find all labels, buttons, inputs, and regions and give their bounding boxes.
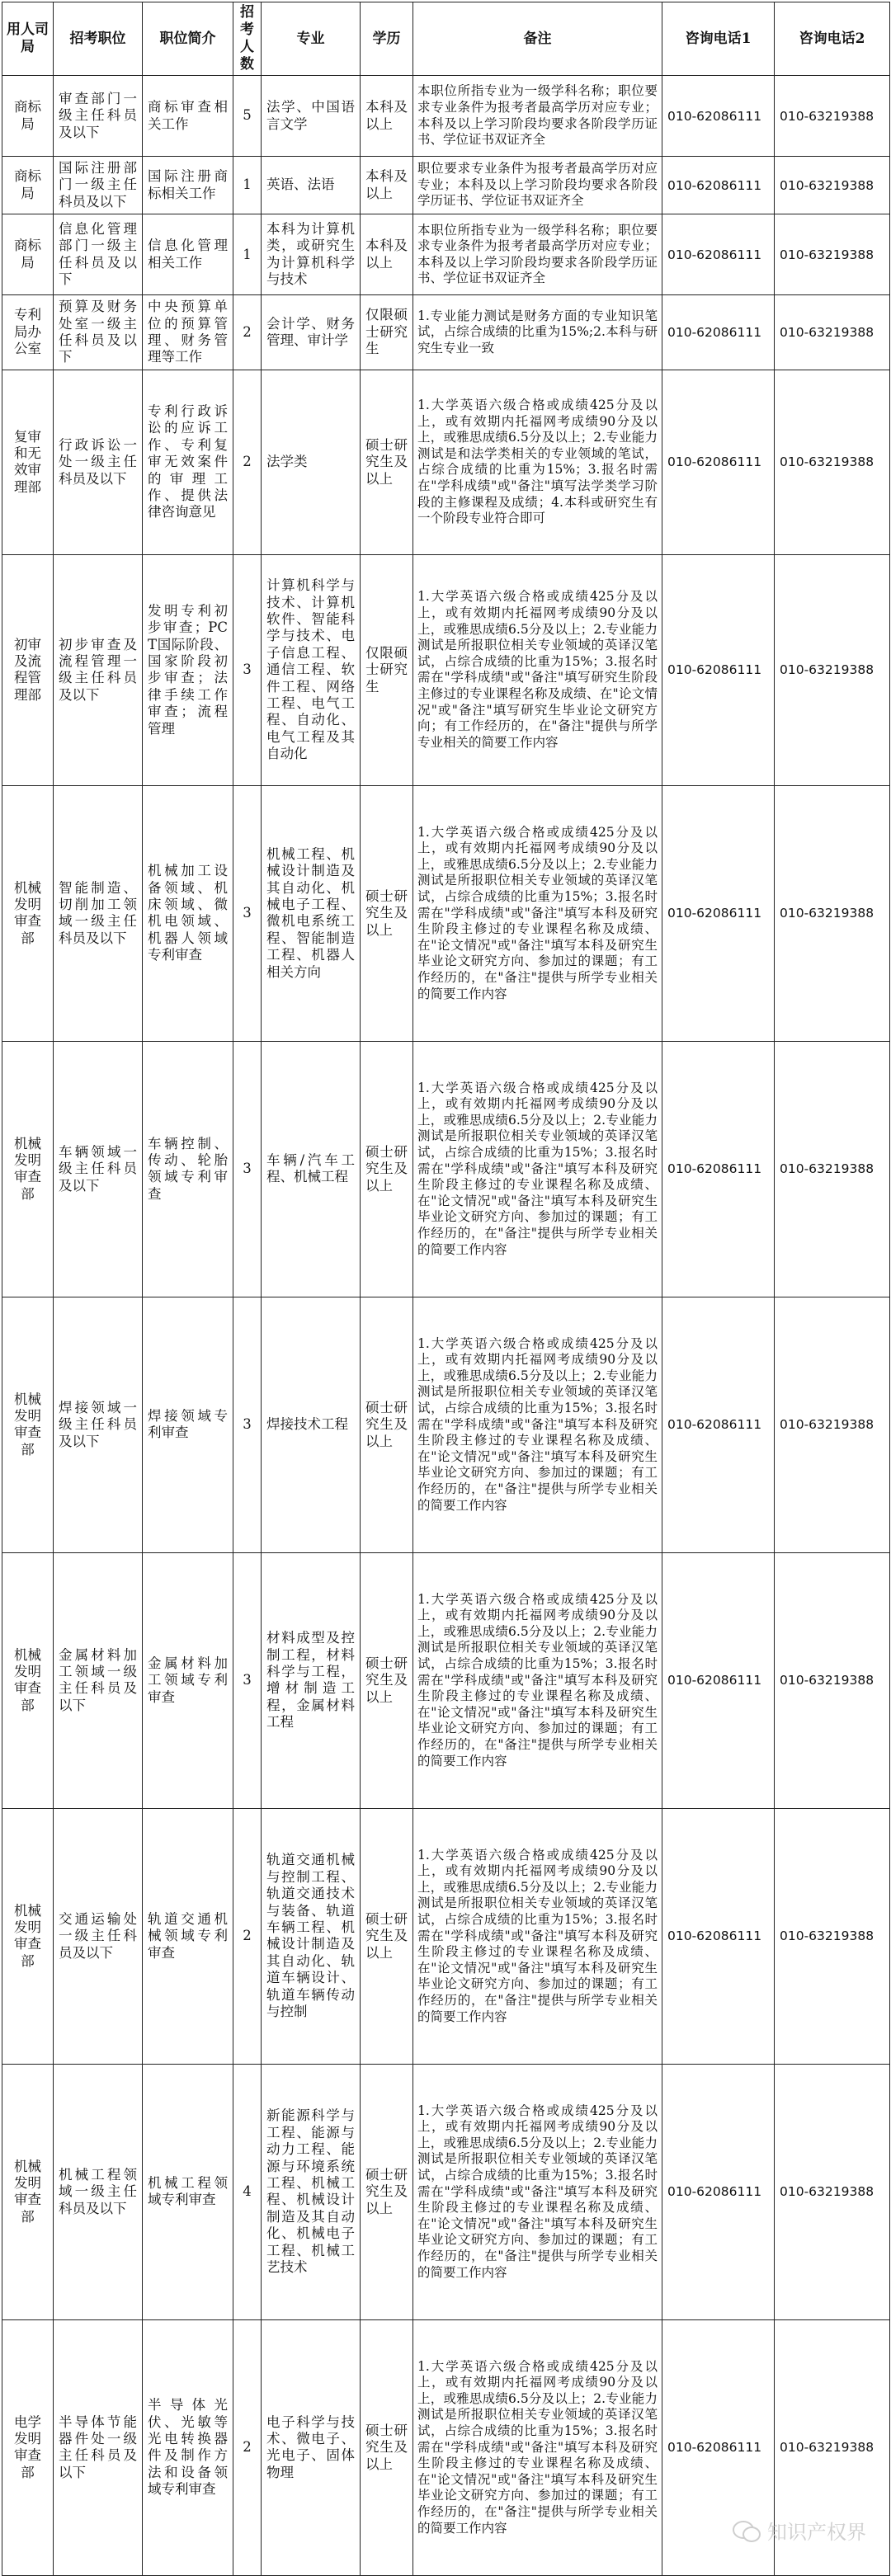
- dept-cell: 商标局: [2, 76, 54, 157]
- count-cell: 3: [233, 554, 262, 785]
- position-cell: 预算及财务处室一级主任科员及以下: [54, 295, 143, 370]
- header-major: 专业: [262, 2, 361, 76]
- position-cell: 审查部门一级主任科员及以下: [54, 76, 143, 157]
- position-cell: 行政诉讼一处一级主任科员及以下: [54, 370, 143, 554]
- dept-cell: 商标局: [2, 157, 54, 214]
- tel1-cell: 010-62086111: [662, 785, 775, 1041]
- notes-cell: 1.大学英语六级合格或成绩425分及以上，或有效期内托福网考成绩90分及以上，或雅思成绩6.5分及以上；2.专业能力测试是所报职位相关专业领域的英译汉笔试，占综合成绩的比重为15%；3.报名时需在"学科成绩"或"备注"填写本科及研究生阶段主修过的专业课程名称及成绩、在"论文情况"或"备注"填写本科及研究生毕业论文研究方向、参加过的课题；有工作经历的，在"备注"提供与所学专业相关的简要工作内容: [413, 2064, 662, 2319]
- major-cell: 计算机科学与技术、计算机软件、智能科学与技术、电子信息工程、通信工程、软件工程、网络工程、电气工程、自动化、电气工程及其自动化: [262, 554, 361, 785]
- dept-cell: 机械发明审查部: [2, 2064, 54, 2319]
- position-cell: 初步审查及流程管理一级主任科员及以下: [54, 554, 143, 785]
- tel2-cell: 010-63219388: [775, 2064, 890, 2319]
- header-row: [2, 2, 890, 76]
- edu-cell: 硕士研究生及以上: [361, 2064, 413, 2319]
- intro-cell: 国际注册商标相关工作: [143, 157, 233, 214]
- table-row: [2, 785, 890, 1041]
- edu-cell: 仅限硕士研究生: [361, 554, 413, 785]
- notes-cell: 1.大学英语六级合格或成绩425分及以上，或有效期内托福网考成绩90分及以上，或雅思成绩6.5分及以上；2.专业能力测试是所报职位相关专业领域的英译汉笔试，占综合成绩的比重为15%；3.报名时需在"学科成绩"或"备注"填写本科及研究生阶段主修过的专业课程名称及成绩、在"论文情况"或"备注"填写本科及研究生毕业论文研究方向、参加过的课题；有工作经历的，在"备注"提供与所学专业相关的简要工作内容: [413, 785, 662, 1041]
- intro-cell: 专利行政诉讼的应诉工作、专利复审无效案件的审理工作、提供法律咨询意见: [143, 370, 233, 554]
- tel1-cell: 010-62086111: [662, 2064, 775, 2319]
- count-cell: 2: [233, 2319, 262, 2575]
- notes-cell: 职位要求专业条件为报考者最高学历对应专业；本科及以上学习阶段均要求各阶段学历证书、学位证书双证齐全: [413, 157, 662, 214]
- tel1-cell: 010-62086111: [662, 1808, 775, 2064]
- notes-cell: 1.专业能力测试是财务方面的专业知识笔试，占综合成绩的比重为15%;2.本科与研究生专业一致: [413, 295, 662, 370]
- edu-cell: 硕士研究生及以上: [361, 1808, 413, 2064]
- header-tel1: 咨询电话1: [662, 2, 775, 76]
- watermark-text: 知识产权界: [767, 2521, 866, 2544]
- intro-cell: 中央预算单位的预算管理、财务管理等工作: [143, 295, 233, 370]
- tel2-cell: 010-63219388: [775, 214, 890, 295]
- table-row: [2, 157, 890, 214]
- count-cell: 2: [233, 1808, 262, 2064]
- table-row: [2, 554, 890, 785]
- header-notes: 备注: [413, 2, 662, 76]
- intro-cell: 焊接领域专利审查: [143, 1297, 233, 1552]
- position-cell: 车辆领域一级主任科员及以下: [54, 1041, 143, 1297]
- table-row: [2, 1808, 890, 2064]
- table-row: [2, 370, 890, 554]
- intro-cell: 半导体光伏、光敏等光电转换器件及制作方法和设备领域专利审查: [143, 2319, 233, 2575]
- tel2-cell: 010-63219388: [775, 295, 890, 370]
- header-position: 招考职位: [54, 2, 143, 76]
- intro-cell: 信息化管理相关工作: [143, 214, 233, 295]
- edu-cell: 硕士研究生及以上: [361, 370, 413, 554]
- position-cell: 焊接领域一级主任科员及以下: [54, 1297, 143, 1552]
- tel1-cell: 010-62086111: [662, 370, 775, 554]
- major-cell: 法学、中国语言文学: [262, 76, 361, 157]
- count-cell: 5: [233, 76, 262, 157]
- header-tel2: 咨询电话2: [775, 2, 890, 76]
- watermark: [733, 2516, 866, 2545]
- major-cell: 英语、法语: [262, 157, 361, 214]
- dept-cell: 商标局: [2, 214, 54, 295]
- count-cell: 1: [233, 214, 262, 295]
- count-cell: 1: [233, 157, 262, 214]
- dept-cell: 机械发明审查部: [2, 1041, 54, 1297]
- dept-cell: 初审及流程管理部: [2, 554, 54, 785]
- major-cell: 电子科学与技术、微电子、光电子、固体物理: [262, 2319, 361, 2575]
- dept-cell: 机械发明审查部: [2, 1808, 54, 2064]
- intro-cell: 轨道交通机械领域专利审查: [143, 1808, 233, 2064]
- intro-cell: 机械工程领域专利审查: [143, 2064, 233, 2319]
- tel1-cell: 010-62086111: [662, 2319, 775, 2575]
- count-cell: 3: [233, 1552, 262, 1808]
- header-dept: 用人司局: [2, 2, 54, 76]
- tel1-cell: 010-62086111: [662, 1297, 775, 1552]
- positions-table: [2, 2, 890, 2576]
- edu-cell: 本科及以上: [361, 214, 413, 295]
- major-cell: 新能源科学与工程、能源与动力工程、能源与环境系统工程、机械工程、机械设计制造及其自动化、机械电子工程、机械工艺技术: [262, 2064, 361, 2319]
- position-cell: 交通运输处一级主任科员及以下: [54, 1808, 143, 2064]
- position-cell: 智能制造、切削加工领域一级主任科员及以下: [54, 785, 143, 1041]
- edu-cell: 仅限硕士研究生: [361, 295, 413, 370]
- table-row: [2, 1297, 890, 1552]
- table-row: [2, 295, 890, 370]
- notes-cell: 1.大学英语六级合格或成绩425分及以上，或有效期内托福网考成绩90分及以上，或雅思成绩6.5分及以上；2.专业能力测试是和法学类相关的专业领域的笔试，占综合成绩的比重为15%；3.报名时需在"学科成绩"或"备注"填写法学类学习阶段的主修课程及成绩；4.本科或研究生有一个阶段专业符合即可: [413, 370, 662, 554]
- major-cell: 轨道交通机械与控制工程、轨道交通技术与装备、轨道车辆工程、机械设计制造及其自动化、轨道车辆设计、轨道车辆传动与控制: [262, 1808, 361, 2064]
- position-cell: 半导体节能器件处一级主任科员及以下: [54, 2319, 143, 2575]
- tel2-cell: 010-63219388: [775, 2319, 890, 2575]
- major-cell: 车辆/汽车工程、机械工程: [262, 1041, 361, 1297]
- tel2-cell: 010-63219388: [775, 785, 890, 1041]
- dept-cell: 电学发明审查部: [2, 2319, 54, 2575]
- tel2-cell: 010-63219388: [775, 1552, 890, 1808]
- count-cell: 4: [233, 2064, 262, 2319]
- intro-cell: 商标审查相关工作: [143, 76, 233, 157]
- count-cell: 3: [233, 1297, 262, 1552]
- header-edu: 学历: [361, 2, 413, 76]
- notes-cell: 1.大学英语六级合格或成绩425分及以上，或有效期内托福网考成绩90分及以上，或雅思成绩6.5分及以上；2.专业能力测试是所报职位相关专业领域的英译汉笔试，占综合成绩的比重为15%；3.报名时需在"学科成绩"或"备注"填写本科及研究生阶段主修过的专业课程名称及成绩、在"论文情况"或"备注"填写本科及研究生毕业论文研究方向、参加过的课题；有工作经历的，在"备注"提供与所学专业相关的简要工作内容: [413, 1297, 662, 1552]
- header-count: 招考人数: [233, 2, 262, 76]
- notes-cell: 1.大学英语六级合格或成绩425分及以上，或有效期内托福网考成绩90分及以上，或雅思成绩6.5分及以上；2.专业能力测试是所报职位相关专业领域的英译汉笔试，占综合成绩的比重为15%；3.报名时需在"学科成绩"或"备注"填写本科及研究生阶段主修过的专业课程名称及成绩、在"论文情况"或"备注"填写本科及研究生毕业论文研究方向、参加过的课题；有工作经历的，在"备注"提供与所学专业相关的简要工作内容: [413, 1552, 662, 1808]
- header-intro: 职位简介: [143, 2, 233, 76]
- tel2-cell: 010-63219388: [775, 554, 890, 785]
- dept-cell: 机械发明审查部: [2, 1297, 54, 1552]
- tel1-cell: 010-62086111: [662, 554, 775, 785]
- intro-cell: 车辆控制、传动、轮胎领域专利审查: [143, 1041, 233, 1297]
- notes-cell: 本职位所指专业为一级学科名称；职位要求专业条件为报考者最高学历对应专业；本科及以上学习阶段均要求各阶段学历证书、学位证书双证齐全: [413, 214, 662, 295]
- position-cell: 信息化管理部门一级主任科员及以下: [54, 214, 143, 295]
- tel2-cell: 010-63219388: [775, 76, 890, 157]
- notes-cell: 1.大学英语六级合格或成绩425分及以上，或有效期内托福网考成绩90分及以上，或雅思成绩6.5分及以上；2.专业能力测试是所报职位相关专业领域的英译汉笔试，占综合成绩的比重为15%；3.报名时需在"学科成绩"或"备注"填写本科及研究生阶段主修过的专业课程名称及成绩、在"论文情况"或"备注"填写本科及研究生毕业论文研究方向、参加过的课题；有工作经历的，在"备注"提供与所学专业相关的简要工作内容: [413, 1041, 662, 1297]
- tel1-cell: 010-62086111: [662, 76, 775, 157]
- count-cell: 3: [233, 1041, 262, 1297]
- dept-cell: 专利局办公室: [2, 295, 54, 370]
- tel1-cell: 010-62086111: [662, 1552, 775, 1808]
- tel2-cell: 010-63219388: [775, 1041, 890, 1297]
- major-cell: 材料成型及控制工程，材料科学与工程，增材制造工程，金属材料工程: [262, 1552, 361, 1808]
- notes-cell: 1.大学英语六级合格或成绩425分及以上，或有效期内托福网考成绩90分及以上，或雅思成绩6.5分及以上；2.专业能力测试是所报职位相关专业领域的英译汉笔试，占综合成绩的比重为15%；3.报名时需在"学科成绩"或"备注"填写研究生阶段主修过的专业课程名称及成绩、在"论文情况"或"备注"填写研究生毕业论文研究方向；有工作经历的，在"备注"提供与所学专业相关的简要工作内容: [413, 554, 662, 785]
- table-row: [2, 1552, 890, 1808]
- tel2-cell: 010-63219388: [775, 1808, 890, 2064]
- dept-cell: 复审和无效审理部: [2, 370, 54, 554]
- major-cell: 本科为计算机类，或研究生为计算机科学与技术: [262, 214, 361, 295]
- tel2-cell: 010-63219388: [775, 1297, 890, 1552]
- major-cell: 会计学、财务管理、审计学: [262, 295, 361, 370]
- tel1-cell: 010-62086111: [662, 295, 775, 370]
- edu-cell: 硕士研究生及以上: [361, 1297, 413, 1552]
- notes-cell: 本职位所指专业为一级学科名称；职位要求专业条件为报考者最高学历对应专业；本科及以上学习阶段均要求各阶段学历证书、学位证书双证齐全: [413, 76, 662, 157]
- count-cell: 3: [233, 785, 262, 1041]
- count-cell: 2: [233, 295, 262, 370]
- intro-cell: 发明专利初步审查；PCT国际阶段、国家阶段初步审查；法律手续工作审查；流程管理: [143, 554, 233, 785]
- major-cell: 焊接技术工程: [262, 1297, 361, 1552]
- intro-cell: 机械加工设备领域、机床领域、微机电领域、机器人领域专利审查: [143, 785, 233, 1041]
- edu-cell: 本科及以上: [361, 157, 413, 214]
- edu-cell: 硕士研究生及以上: [361, 1041, 413, 1297]
- table-row: [2, 2064, 890, 2319]
- tel1-cell: 010-62086111: [662, 157, 775, 214]
- edu-cell: 硕士研究生及以上: [361, 1552, 413, 1808]
- dept-cell: 机械发明审查部: [2, 785, 54, 1041]
- notes-cell: 1.大学英语六级合格或成绩425分及以上，或有效期内托福网考成绩90分及以上，或雅思成绩6.5分及以上；2.专业能力测试是所报职位相关专业领域的英译汉笔试，占综合成绩的比重为15%；3.报名时需在"学科成绩"或"备注"填写本科及研究生阶段主修过的专业课程名称及成绩、在"论文情况"或"备注"填写本科及研究生毕业论文研究方向、参加过的课题；有工作经历的，在"备注"提供与所学专业相关的简要工作内容: [413, 2319, 662, 2575]
- tel2-cell: 010-63219388: [775, 370, 890, 554]
- tel1-cell: 010-62086111: [662, 1041, 775, 1297]
- position-cell: 机械工程领域一级主任科员及以下: [54, 2064, 143, 2319]
- major-cell: 法学类: [262, 370, 361, 554]
- table-row: [2, 214, 890, 295]
- major-cell: 机械工程、机械设计制造及其自动化、机械电子工程、微机电系统工程、智能制造工程、机器人相关方向: [262, 785, 361, 1041]
- table-row: [2, 76, 890, 157]
- edu-cell: 硕士研究生及以上: [361, 785, 413, 1041]
- position-cell: 国际注册部门一级主任科员及以下: [54, 157, 143, 214]
- edu-cell: 硕士研究生及以上: [361, 2319, 413, 2575]
- tel1-cell: 010-62086111: [662, 214, 775, 295]
- tel2-cell: 010-63219388: [775, 157, 890, 214]
- intro-cell: 金属材料加工领域专利审查: [143, 1552, 233, 1808]
- table-row: [2, 1041, 890, 1297]
- count-cell: 2: [233, 370, 262, 554]
- edu-cell: 本科及以上: [361, 76, 413, 157]
- notes-cell: 1.大学英语六级合格或成绩425分及以上，或有效期内托福网考成绩90分及以上，或雅思成绩6.5分及以上；2.专业能力测试是所报职位相关专业领域的英译汉笔试，占综合成绩的比重为15%；3.报名时需在"学科成绩"或"备注"填写本科及研究生阶段主修过的专业课程名称及成绩、在"论文情况"或"备注"填写本科及研究生毕业论文研究方向、参加过的课题；有工作经历的，在"备注"提供与所学专业相关的简要工作内容: [413, 1808, 662, 2064]
- dept-cell: 机械发明审查部: [2, 1552, 54, 1808]
- position-cell: 金属材料加工领域一级主任科员及以下: [54, 1552, 143, 1808]
- wechat-icon: [733, 2519, 761, 2542]
